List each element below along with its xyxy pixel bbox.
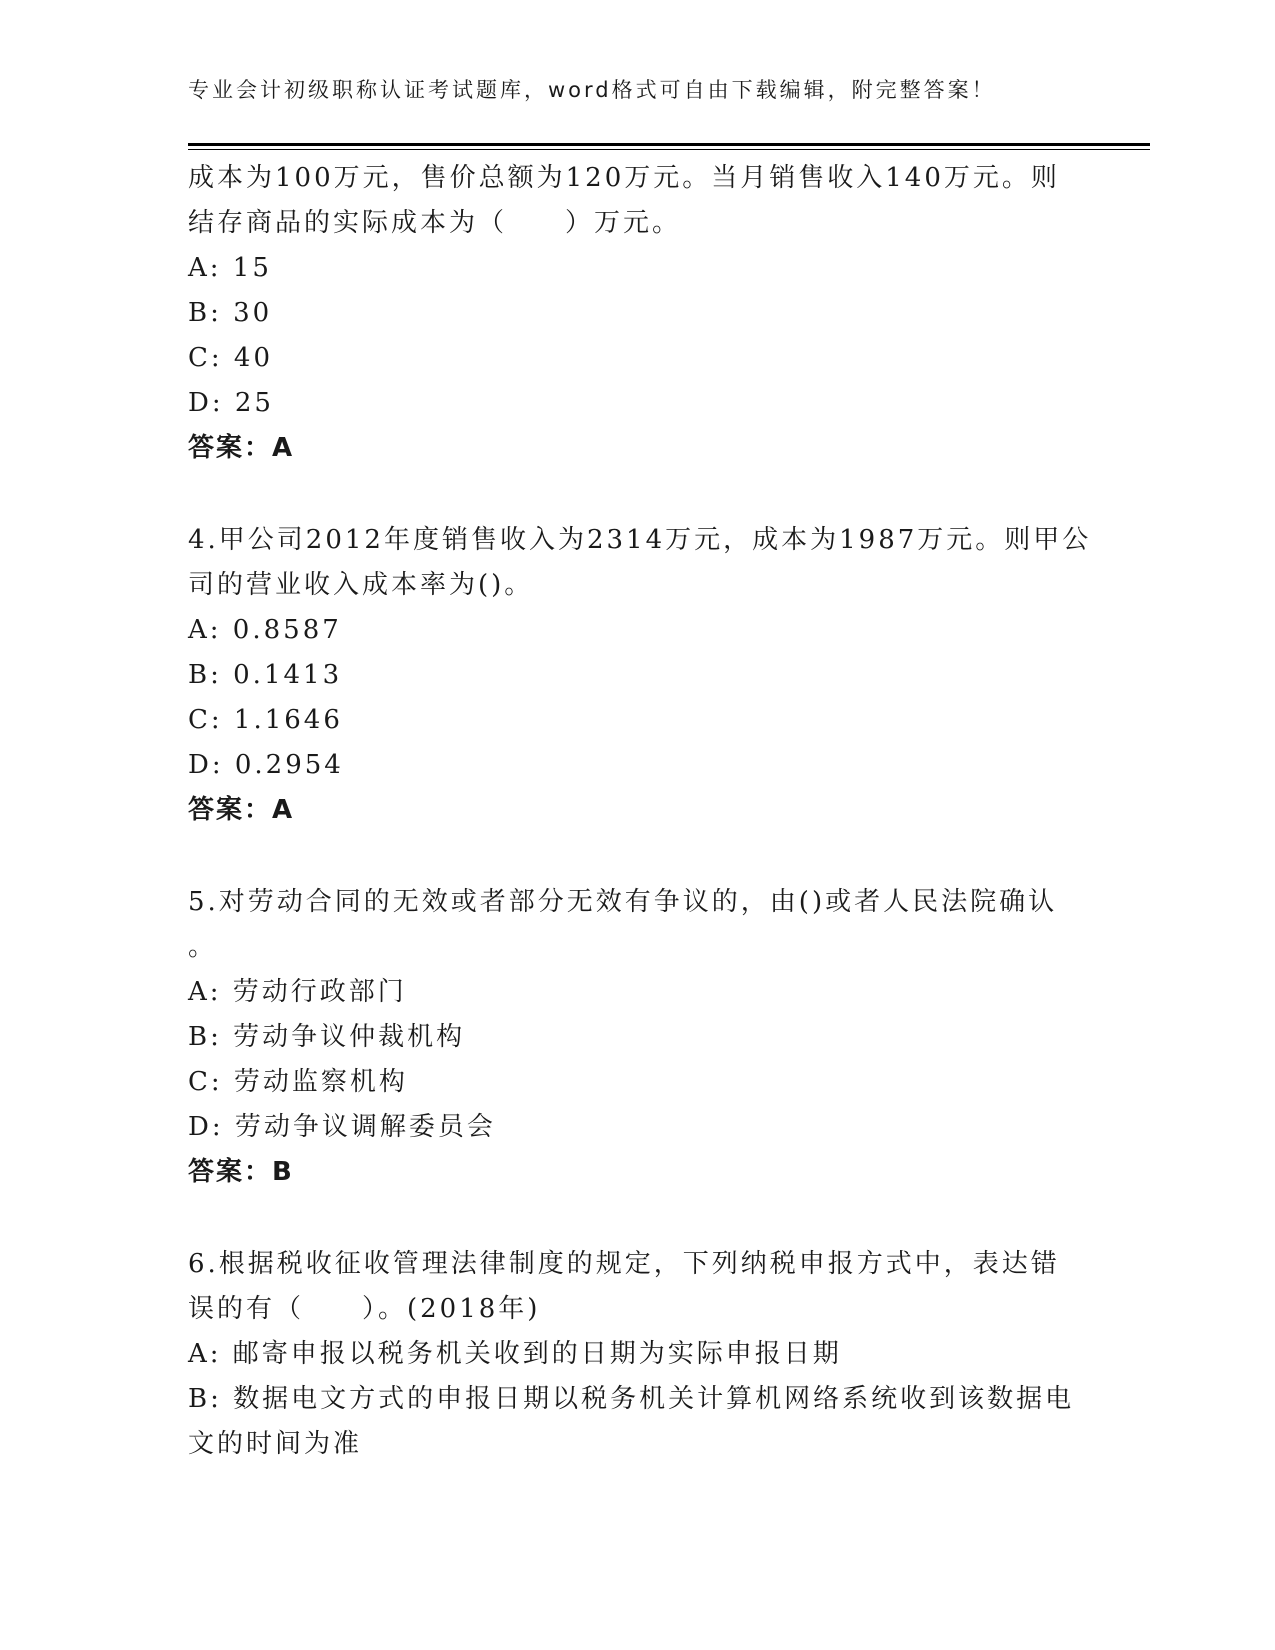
spacer <box>188 1195 1088 1242</box>
option-c: C: 1.1646 <box>188 705 343 735</box>
option-d: D: 0.2954 <box>188 750 344 780</box>
option-b: B: 劳动争议仲裁机构 <box>188 1022 466 1052</box>
question-stem-line: 误的有（ ）。(2018年) <box>188 1294 541 1324</box>
question-stem-line: 司的营业收入成本率为()。 <box>188 570 534 600</box>
option-c: C: 40 <box>188 343 274 373</box>
option-d: D: 劳动争议调解委员会 <box>188 1112 496 1142</box>
spacer <box>188 471 1088 518</box>
option-b: B: 30 <box>188 298 273 328</box>
question-stem-line: 结存商品的实际成本为（ ）万元。 <box>188 208 682 238</box>
spacer <box>188 833 1088 880</box>
question-stem-line: 5.对劳动合同的无效或者部分无效有争议的，由()或者人民法院确认 <box>188 887 1058 917</box>
question-block <box>188 518 1092 833</box>
option-b: B: 数据电文方式的申报日期以税务机关计算机网络系统收到该数据电 <box>188 1384 1075 1414</box>
question-block <box>188 156 1088 471</box>
option-a: A: 劳动行政部门 <box>188 977 407 1007</box>
option-b-continued: 文的时间为准 <box>188 1429 363 1459</box>
answer-line: 答案：A <box>188 795 295 825</box>
question-stem-line: 4.甲公司2012年度销售收入为2314万元，成本为1987万元。则甲公 <box>188 525 1092 555</box>
option-c: C: 劳动监察机构 <box>188 1067 408 1097</box>
answer-line: 答案：B <box>188 1157 294 1187</box>
option-a: A: 15 <box>188 253 272 283</box>
header-rule-thick <box>188 143 1150 146</box>
question-stem-line: 6.根据税收征收管理法律制度的规定，下列纳税申报方式中，表达错 <box>188 1249 1060 1279</box>
page-header: 专业会计初级职称认证考试题库，word格式可自由下载编辑，附完整答案！ <box>188 78 996 102</box>
answer-line: 答案：A <box>188 433 295 463</box>
question-block <box>188 880 1088 1195</box>
question-block <box>188 1242 1088 1467</box>
question-stem-line: 成本为100万元，售价总额为120万元。当月销售收入140万元。则 <box>188 163 1060 193</box>
question-stem-line: 。 <box>188 932 218 962</box>
header-rule-thin <box>188 149 1150 150</box>
option-d: D: 25 <box>188 388 274 418</box>
option-a: A: 邮寄申报以税务机关收到的日期为实际申报日期 <box>188 1339 842 1369</box>
option-a: A: 0.8587 <box>188 615 342 645</box>
question-content <box>188 156 1092 1467</box>
option-b: B: 0.1413 <box>188 660 343 690</box>
